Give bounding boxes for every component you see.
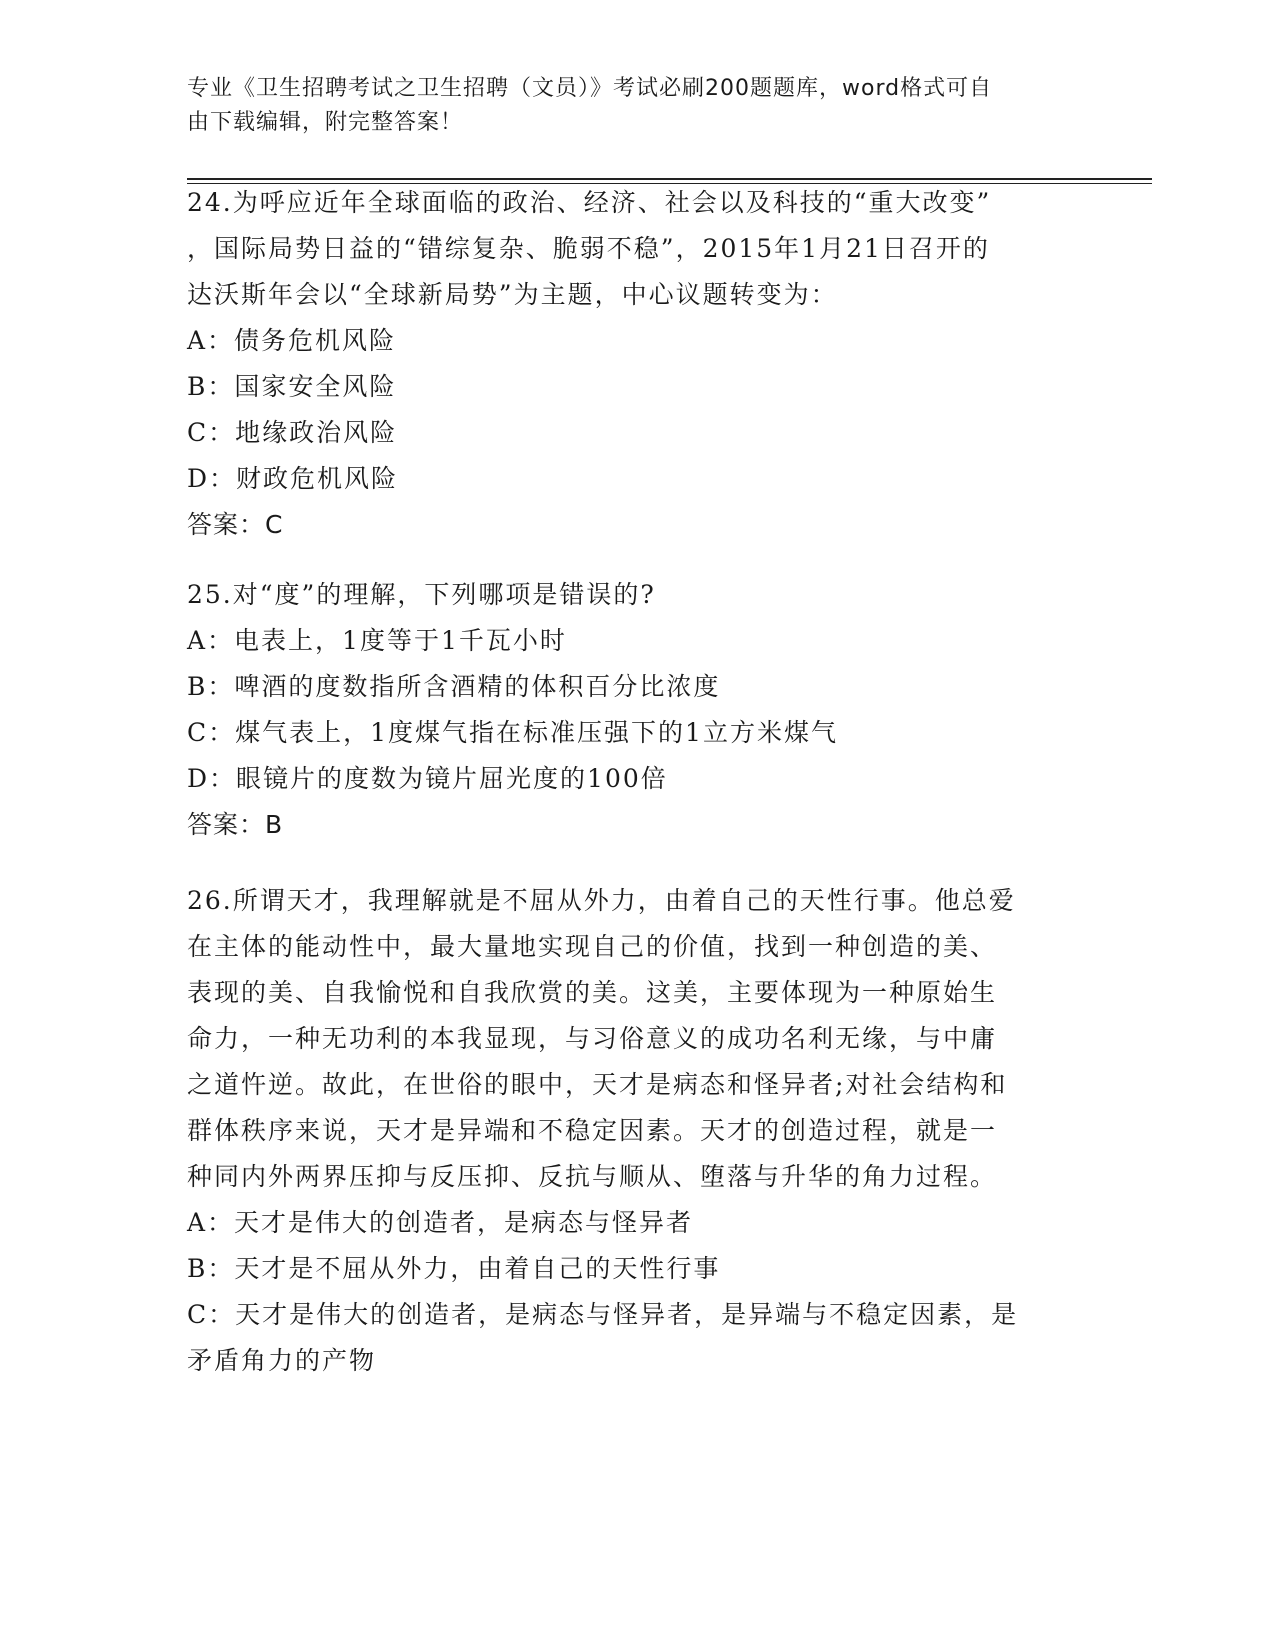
option-a: A：天才是伟大的创造者，是病态与怪异者 (187, 1208, 694, 1237)
question-stem-line: 25.对“度”的理解，下列哪项是错误的? (187, 580, 656, 609)
question-stem-line: 之道忤逆。故此，在世俗的眼中，天才是病态和怪异者;对社会结构和 (187, 1070, 1008, 1099)
option-b: B：天才是不屈从外力，由着自己的天性行事 (187, 1254, 721, 1283)
question-stem-line: 种同内外两界压抑与反压抑、反抗与顺从、堕落与升华的角力过程。 (187, 1162, 998, 1191)
question-stem-line: 表现的美、自我愉悦和自我欣赏的美。这美，主要体现为一种原始生 (187, 978, 998, 1007)
option-b: B：啤酒的度数指所含酒精的体积百分比浓度 (187, 672, 721, 701)
option-a: A：债务危机风险 (187, 326, 397, 355)
option-c: C：地缘政治风险 (187, 418, 398, 447)
question-24 (187, 180, 1087, 548)
option-b: B：国家安全风险 (187, 372, 397, 401)
option-d: D：眼镜片的度数为镜片屈光度的100倍 (187, 764, 668, 793)
header-line: 专业《卫生招聘考试之卫生招聘（文员）》考试必刷200题题库，word格式可自 (187, 76, 993, 101)
question-26 (187, 878, 1087, 1384)
question-stem-line: 24.为呼应近年全球面临的政治、经济、社会以及科技的“重大改变” (187, 188, 992, 217)
question-stem-line: 26.所谓天才，我理解就是不屈从外力，由着自己的天性行事。他总爱 (187, 886, 1016, 915)
question-stem-line: 命力，一种无功利的本我显现，与习俗意义的成功名利无缘，与中庸 (187, 1024, 998, 1053)
question-25 (187, 572, 1087, 848)
option-c: C：天才是伟大的创造者，是病态与怪异者，是异端与不稳定因素，是 (187, 1300, 1019, 1329)
question-stem-line: 群体秩序来说，天才是异端和不稳定因素。天才的创造过程，就是一 (187, 1116, 998, 1145)
question-stem-line: 达沃斯年会以“全球新局势”为主题，中心议题转变为： (187, 280, 838, 309)
question-stem-line: ，国际局势日益的“错综复杂、脆弱不稳”，2015年1月21日召开的 (187, 234, 990, 263)
answer-label: 答案：B (187, 810, 284, 839)
header-line: 由下载编辑，附完整答案！ (187, 110, 464, 135)
document-header (187, 72, 1067, 140)
question-stem-line: 在主体的能动性中，最大量地实现自己的价值，找到一种创造的美、 (187, 932, 998, 961)
option-a: A：电表上，1度等于1千瓦小时 (187, 626, 567, 655)
answer-label: 答案：C (187, 510, 284, 539)
option-c-continued: 矛盾角力的产物 (187, 1346, 377, 1375)
option-c: C：煤气表上，1度煤气指在标准压强下的1立方米煤气 (187, 718, 838, 747)
option-d: D：财政危机风险 (187, 464, 399, 493)
